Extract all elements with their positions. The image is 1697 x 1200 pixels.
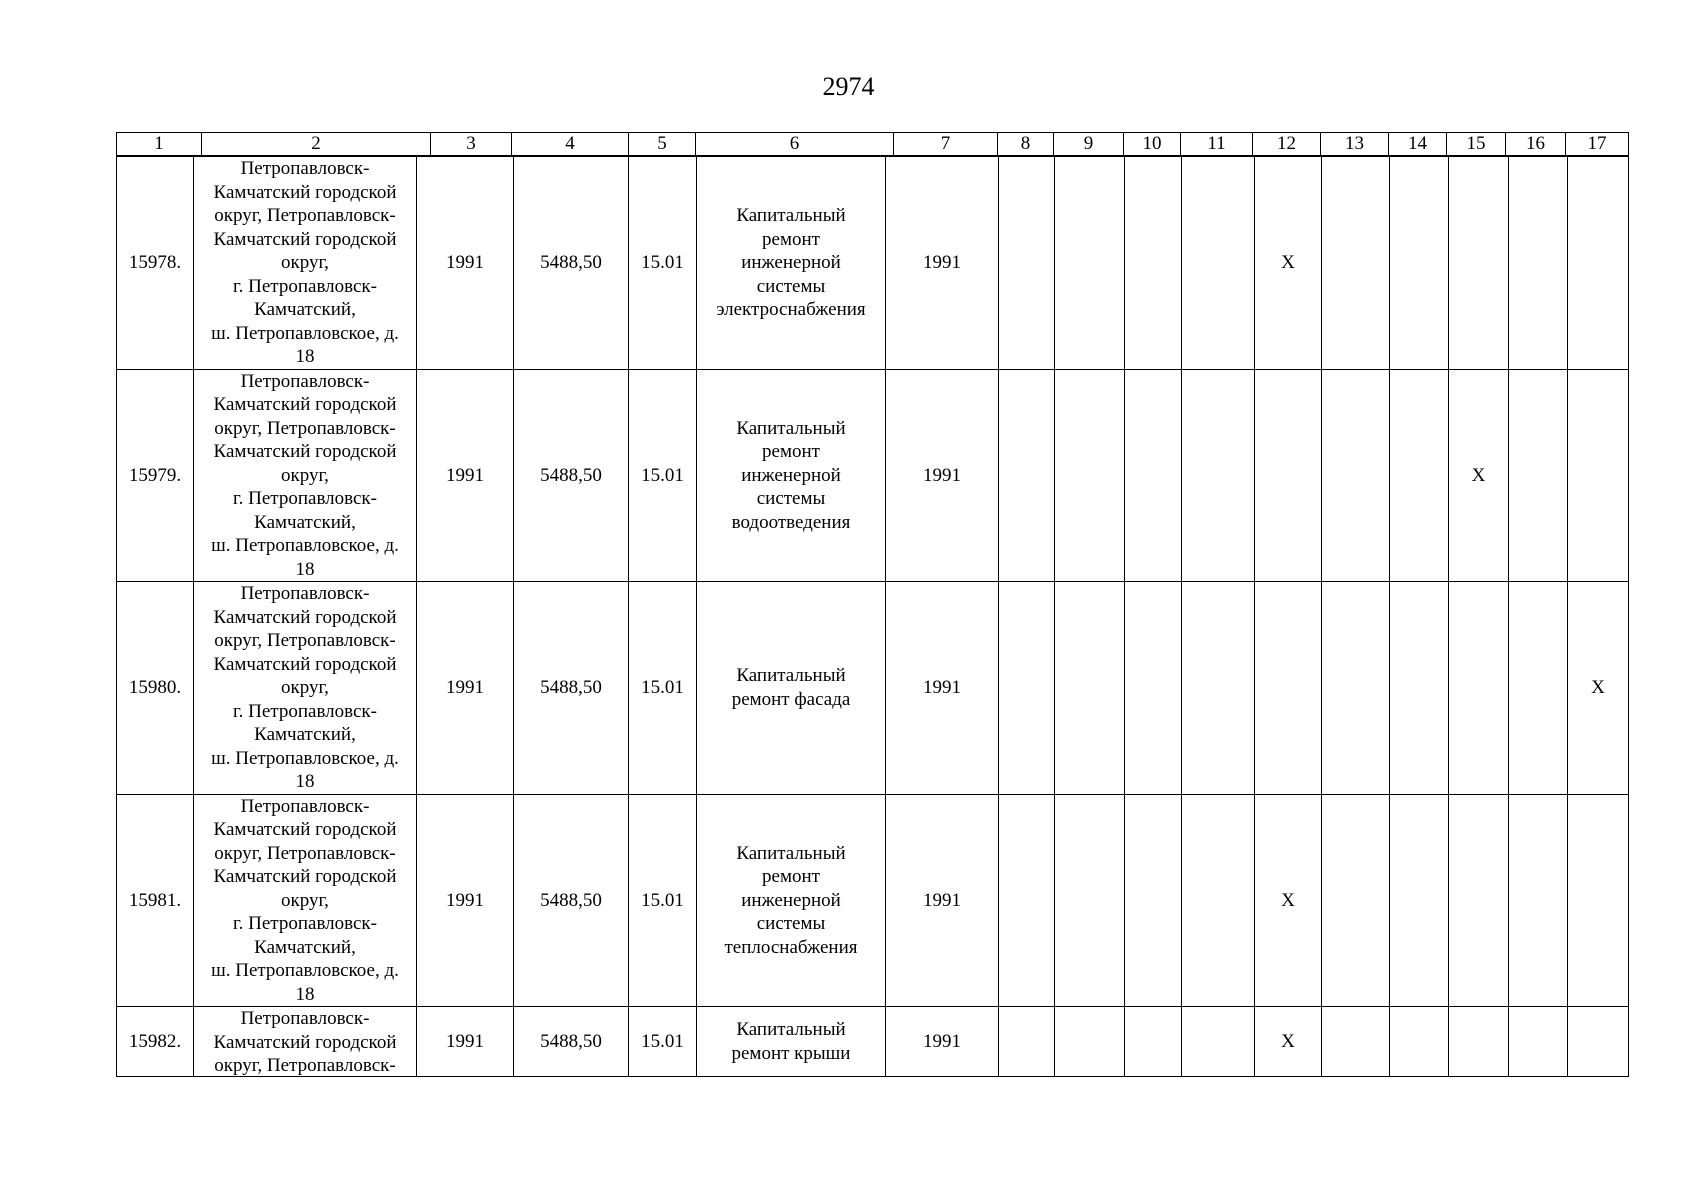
address-line: г. Петропавловск- (233, 913, 377, 934)
mark-cell-9 (1055, 1007, 1125, 1077)
year-cell: 1991 (417, 369, 514, 582)
mark-cell-14 (1390, 369, 1449, 582)
work-type-cell (697, 369, 886, 582)
mark-cell-12: X (1255, 1007, 1322, 1077)
mark-cell-14 (1390, 157, 1449, 370)
work-type-line: ремонт крыши (731, 1042, 851, 1064)
address-line: г. Петропавловск- (233, 700, 377, 722)
mark-cell-13 (1322, 1007, 1390, 1077)
work-type-line: теплоснабжения (724, 936, 858, 958)
address-line: ш. Петропавловское, д. (211, 322, 399, 344)
mark-cell-17 (1568, 157, 1629, 370)
mark-cell-10 (1125, 794, 1182, 1007)
work-type-line: инженерной (741, 889, 841, 911)
address-line: Камчатский городской (213, 228, 397, 250)
address-line: 18 (295, 558, 315, 580)
column-number: 15 (1447, 133, 1506, 156)
mark-cell-11 (1182, 794, 1255, 1007)
address-line: 18 (295, 771, 315, 792)
row-number-cell: 15982. (117, 1007, 194, 1077)
column-number: 4 (512, 133, 629, 156)
year-built-cell: 1991 (886, 369, 999, 582)
mark-cell-11 (1182, 582, 1255, 795)
column-header-table (116, 132, 1629, 156)
address-cell (194, 157, 417, 370)
mark-cell-15: X (1449, 369, 1509, 582)
mark-cell-15 (1449, 582, 1509, 795)
address-line: Петропавловск- (240, 795, 370, 817)
mark-cell-15 (1449, 1007, 1509, 1077)
column-number: 9 (1054, 133, 1124, 156)
address-line: Камчатский, (254, 299, 356, 320)
table-row (117, 1007, 1629, 1077)
work-type-line: системы (756, 488, 826, 509)
area-cell: 5488,50 (514, 794, 629, 1007)
column-number: 10 (1124, 133, 1181, 156)
address-cell (194, 582, 417, 795)
address-line: ш. Петропавловское, д. (211, 535, 399, 556)
mark-cell-10 (1125, 369, 1182, 582)
mark-cell-17: X (1568, 582, 1629, 795)
work-type-line: электроснабжения (716, 299, 866, 320)
mark-cell-10 (1125, 582, 1182, 795)
table-row (117, 582, 1629, 795)
column-number: 5 (629, 133, 696, 156)
work-type-line: водоотведения (731, 511, 851, 533)
work-type-line: Капитальный (736, 842, 846, 864)
mark-cell-12: X (1255, 794, 1322, 1007)
work-type-line: инженерной (741, 252, 841, 273)
mark-cell-9 (1055, 369, 1125, 582)
area-cell: 5488,50 (514, 369, 629, 582)
mark-cell-12: X (1255, 157, 1322, 370)
year-cell: 1991 (417, 1007, 514, 1077)
address-line: Камчатский, (254, 936, 356, 958)
mark-cell-16 (1509, 369, 1568, 582)
year-cell: 1991 (417, 157, 514, 370)
column-number: 13 (1321, 133, 1389, 156)
year-built-cell: 1991 (886, 794, 999, 1007)
work-type-line: ремонт (762, 228, 820, 250)
work-type-line: Капитальный (736, 1019, 846, 1040)
row-number-cell: 15979. (117, 369, 194, 582)
column-number-row (117, 133, 1629, 156)
address-line: ш. Петропавловское, д. (211, 747, 399, 769)
mark-cell-13 (1322, 582, 1390, 795)
mark-cell-13 (1322, 369, 1390, 582)
mark-cell-16 (1509, 1007, 1568, 1077)
address-cell (194, 794, 417, 1007)
row-number-cell: 15978. (117, 157, 194, 370)
mark-cell-9 (1055, 157, 1125, 370)
address-line: округ, Петропавловск- (214, 1055, 396, 1076)
work-type-line: Капитальный (736, 205, 846, 226)
mark-cell-13 (1322, 794, 1390, 1007)
address-line: округ, (281, 889, 329, 911)
column-number: 6 (696, 133, 894, 156)
row-number-cell: 15980. (117, 582, 194, 795)
address-line: 18 (295, 346, 315, 367)
address-line: Петропавловск- (240, 158, 370, 179)
work-type-cell (697, 582, 886, 795)
column-number: 7 (894, 133, 998, 156)
column-number: 3 (431, 133, 512, 156)
address-line: Камчатский, (254, 724, 356, 745)
mark-cell-14 (1390, 582, 1449, 795)
work-type-cell (697, 794, 886, 1007)
address-line: Камчатский, (254, 511, 356, 533)
mark-cell-14 (1390, 794, 1449, 1007)
mark-cell-14 (1390, 1007, 1449, 1077)
address-line: Петропавловск- (240, 1008, 370, 1029)
address-line: округ, Петропавловск- (214, 630, 396, 651)
mark-cell-17 (1568, 1007, 1629, 1077)
address-line: округ, (281, 464, 329, 486)
mark-cell-17 (1568, 794, 1629, 1007)
address-line: округ, Петропавловск- (214, 842, 396, 864)
mark-cell-11 (1182, 1007, 1255, 1077)
table-row (117, 369, 1629, 582)
mark-cell-12 (1255, 369, 1322, 582)
address-line: Камчатский городской (213, 606, 397, 628)
address-line: Камчатский городской (213, 394, 397, 415)
mark-cell-16 (1509, 582, 1568, 795)
mark-cell-11 (1182, 157, 1255, 370)
address-line: Петропавловск- (240, 370, 370, 392)
mark-cell-11 (1182, 369, 1255, 582)
work-type-line: ремонт (762, 441, 820, 462)
work-type-cell (697, 1007, 886, 1077)
address-line: Камчатский городской (213, 441, 397, 462)
mark-cell-9 (1055, 794, 1125, 1007)
address-line: округ, Петропавловск- (214, 417, 396, 439)
address-line: Камчатский городской (213, 1031, 397, 1053)
mark-cell-8 (999, 157, 1055, 370)
year-cell: 1991 (417, 582, 514, 795)
address-line: округ, (281, 252, 329, 273)
mark-cell-13 (1322, 157, 1390, 370)
mark-cell-15 (1449, 157, 1509, 370)
year-built-cell: 1991 (886, 582, 999, 795)
work-type-line: системы (756, 275, 826, 297)
mark-cell-16 (1509, 157, 1568, 370)
address-cell (194, 369, 417, 582)
work-type-line: системы (756, 913, 826, 934)
address-line: округ, (281, 677, 329, 698)
page-number: 2974 (822, 72, 875, 101)
data-table (116, 156, 1629, 1077)
work-type-line: Капитальный (736, 417, 846, 439)
address-line: Камчатский городской (213, 653, 397, 675)
mark-cell-9 (1055, 582, 1125, 795)
mark-cell-10 (1125, 157, 1182, 370)
code-cell: 15.01 (629, 794, 697, 1007)
year-built-cell: 1991 (886, 157, 999, 370)
address-line: Камчатский городской (213, 819, 397, 840)
area-cell: 5488,50 (514, 157, 629, 370)
register-table (116, 132, 1628, 1077)
area-cell: 5488,50 (514, 1007, 629, 1077)
code-cell: 15.01 (629, 157, 697, 370)
row-number-cell: 15981. (117, 794, 194, 1007)
mark-cell-16 (1509, 794, 1568, 1007)
column-number: 16 (1506, 133, 1566, 156)
table-row (117, 157, 1629, 370)
area-cell: 5488,50 (514, 582, 629, 795)
address-text (194, 1007, 416, 1076)
year-cell: 1991 (417, 794, 514, 1007)
code-cell: 15.01 (629, 1007, 697, 1077)
code-cell: 15.01 (629, 369, 697, 582)
column-number: 2 (202, 133, 431, 156)
year-built-cell: 1991 (886, 1007, 999, 1077)
work-type-cell (697, 157, 886, 370)
address-line: Камчатский городской (213, 866, 397, 887)
address-line: г. Петропавловск- (233, 275, 377, 297)
mark-cell-8 (999, 369, 1055, 582)
address-line: г. Петропавловск- (233, 488, 377, 509)
address-line: 18 (295, 983, 315, 1005)
address-line: Петропавловск- (240, 583, 370, 604)
code-cell: 15.01 (629, 582, 697, 795)
column-number: 1 (117, 133, 202, 156)
column-number: 8 (998, 133, 1054, 156)
column-number: 14 (1389, 133, 1447, 156)
mark-cell-8 (999, 582, 1055, 795)
column-number: 11 (1181, 133, 1253, 156)
work-type-line: инженерной (741, 464, 841, 486)
work-type-line: Капитальный (736, 665, 846, 687)
mark-cell-8 (999, 1007, 1055, 1077)
mark-cell-15 (1449, 794, 1509, 1007)
work-type-line: ремонт (762, 866, 820, 887)
mark-cell-17 (1568, 369, 1629, 582)
address-cell (194, 1007, 417, 1077)
work-type-line: ремонт фасада (731, 688, 851, 710)
mark-cell-8 (999, 794, 1055, 1007)
mark-cell-12 (1255, 582, 1322, 795)
mark-cell-10 (1125, 1007, 1182, 1077)
address-line: Камчатский городской (213, 181, 397, 203)
address-line: ш. Петропавловское, д. (211, 960, 399, 981)
table-row (117, 794, 1629, 1007)
column-number: 17 (1566, 133, 1629, 156)
column-number: 12 (1253, 133, 1321, 156)
address-line: округ, Петропавловск- (214, 205, 396, 226)
